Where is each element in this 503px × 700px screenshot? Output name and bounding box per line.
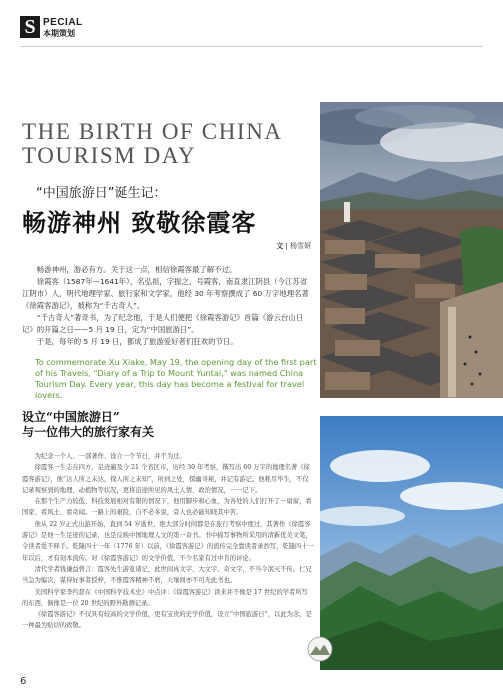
body-paragraph: 他从 22 岁正式出游开始，直到 54 岁逝世，绝大部分时间都是在旅行考察中度过，其著作《徐霞客游记》是他一生足迹的记录，也是反映中国地理人文的第一奇书。书中描写事物所采用的清新优美文笔，令读者爱不释手。乾隆四十一年（1776 年）以前，《徐霞客游记》的流传完全靠读者录抄写，乾隆四十一年以后，才有刻本流传。对《徐霞客游记》的文学价值，不少名家有过中肯的评论。 xyxy=(22,520,314,562)
section-sublabel: 本期策划 xyxy=(43,29,75,38)
english-summary: To commemorate Xu Xiake, May 19, the opening day of the first part of his Travels, "Diary of a Trip to Mount Yuntai," was named China Tourism Day. Every year, this day has become a festival for travel lovers. xyxy=(35,357,317,400)
mountain-landscape-icon xyxy=(307,636,333,662)
section-letter: S xyxy=(20,16,40,38)
intro-paragraph: 徐霞客（1587年—1641年），名弘祖，字振之，号霞客，南直隶江阴县（今江苏省江阴市）人，明代地理学家、旅行家和文学家，他经 30 年考察撰成了 60 万字地理名著《徐霞客游记》，被称为“千古奇人”。 xyxy=(22,277,309,310)
header-divider xyxy=(20,46,483,47)
section-label: PECIAL xyxy=(43,17,83,28)
body-paragraph: 在那个生产力较低、科技发展相对有限的情况下，他用脚步和心血，为各处的人们打开了一扇窗，看国家、看风土、看奇闻。一路上的艰险，自不必多说，旁人也必能知晓其中苦。 xyxy=(22,498,312,517)
subtitle: “中国旅游日”诞生记： xyxy=(36,186,167,201)
intro-text xyxy=(22,264,312,348)
intro-paragraph: 于是，每年的 5 月 19 日，都成了旅游爱好者们狂欢的节日。 xyxy=(36,337,238,346)
english-title: THE BIRTH OF CHINA TOURISM DAY xyxy=(22,119,283,168)
body-paragraph: 《徐霞客游记》不仅具有较高的文学价值，更有宝贵的史学价值，设立“中国旅游日”，以此为念，是一种最为贴切的致敬。 xyxy=(22,611,312,630)
body-paragraph: 徐霞客一生志在四方，足迹遍及今 21 个省区市，历经 30 年考察，撰写出 60 万字的地理名著《徐霞客游记》，他“达人所之未达，探人所之未知”，所到之处，探幽寻秘，并记有游记。他耗尽毕生，不仅记录观察到的地理、动植物等状况，更将沿途所见的风土人情、政治情况，一一记下。 xyxy=(22,464,310,494)
intro-paragraph: “千古奇人”著奇书，为了纪念他，于是人们便把《徐霞客游记》首篇《游云台山日记》的开篇之日——5 月 19 日，定为“中国旅游日”。 xyxy=(22,313,304,334)
section-title: 设立“中国旅游日” 与一位伟大的旅行家有关 xyxy=(22,410,155,439)
body-paragraph: 清代学者钱谦益曾言：霞客先生游览诸记，此世间真文字、大文字、奇文字，不当令泯灭不传。仁兄当急为编次，谋得好事者授梓，不惟霞客精神不磨，天壤间亦不可无此书也。 xyxy=(22,565,312,585)
author-prefix: 文 xyxy=(276,242,284,250)
author-name: 杨雪妍 xyxy=(290,242,311,250)
old-town-photo xyxy=(320,102,503,398)
mountain-photo xyxy=(320,416,503,670)
body-paragraph: 美国科学家李约瑟在《中国科学技术史》中点评：《徐霞客游记》读来并不像是 17 世纪的学者所写的东西，倒像是一位 20 世纪的野外勘测记录。 xyxy=(22,588,308,607)
page-number: 6 xyxy=(20,676,27,687)
chinese-title: 畅游神州 致敬徐霞客 xyxy=(22,208,257,237)
author-byline: 文 | 杨雪妍 xyxy=(276,242,311,250)
body-paragraph: 为纪念一个人、一部著作、设立一个节日，并不为过。 xyxy=(34,453,186,460)
intro-paragraph: 畅游神州，游必有方。关于这一点，相信徐霞客最了解不过。 xyxy=(36,265,237,274)
body-text xyxy=(22,451,314,632)
